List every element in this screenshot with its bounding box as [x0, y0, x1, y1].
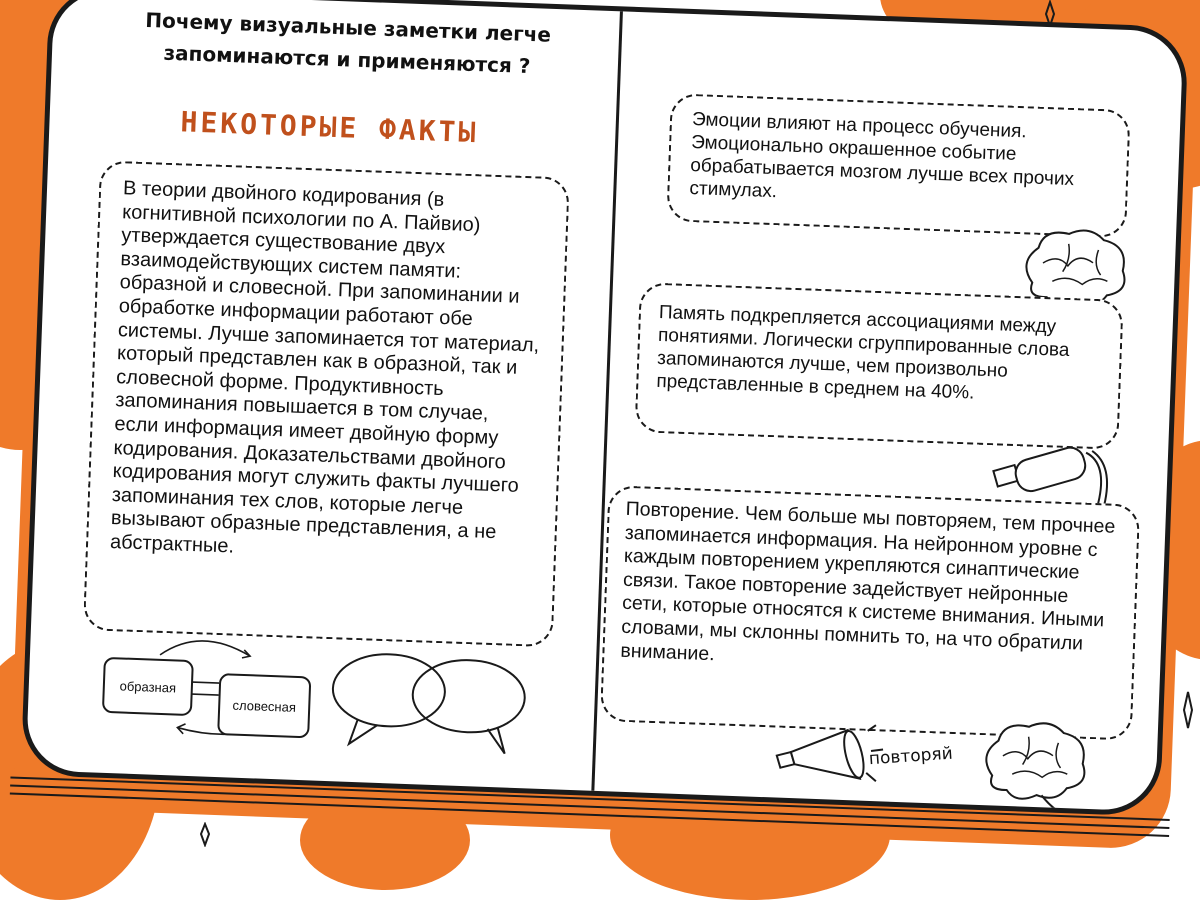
- repetition-note: [600, 485, 1140, 740]
- page-title: [112, 3, 584, 84]
- emotions-note: [666, 93, 1130, 238]
- emotions-text: Эмоции влияют на процесс обучения. Эмоционально окрашенное событие обрабатывается мозгом лучше всех прочих стимулах.: [689, 109, 1075, 203]
- diagram-box-verbal: словесная: [217, 673, 311, 738]
- notebook-page: [21, 0, 1189, 817]
- associations-note: [635, 282, 1124, 450]
- notebook: [19, 0, 1188, 852]
- sparkle-icon-bottom: [190, 822, 220, 847]
- page-title-line-2: запоминаются и применяются ?: [163, 40, 531, 79]
- diagram-box-visual: образная: [102, 657, 194, 716]
- repeat-label: повторяй: [868, 743, 954, 770]
- dual-coding-diagram: [87, 624, 321, 742]
- associations-text: Память подкрепляется ассоциациями между понятиями. Логически сгруппированные слова запоминаются лучше, чем произвольно представленные в среднем на 40%.: [656, 301, 1070, 404]
- dual-coding-note: [83, 160, 570, 647]
- speech-bubbles-icon: [327, 643, 531, 760]
- dual-coding-text: В теории двойного кодирования (в когнитивной психологии по А. Пайвио) утверждается существование двух взаимодействующих систем памяти: образной и словесной. При запоминании и обработке информации работают обе системы. Лучше запоминается тот материал, который представлен как в образной, так и словесной форме. Продуктивность запоминания повышается в том случае, если информация имеет двойную форму кодирования. Доказательствами двойного кодирования могут служить факты лучшего запоминания тех слов, которые легче вызывают образные представления, а не абстрактные.: [109, 177, 540, 558]
- repetition-text: Повторение. Чем больше мы повторяем, тем прочнее запоминается информация. На нейронном уровне с каждым повторением укрепляются синаптические связи. Такое повторение задействует нейронные сети, которые относятся к системе внимания. Иными словами, мы склонны помнить то, на что обратили внимание.: [620, 497, 1116, 665]
- facts-heading: НЕКОТОРЫЕ ФАКТЫ: [180, 105, 479, 150]
- sparkle-icon-right: [1176, 690, 1200, 730]
- brain-icon-bottom: [971, 715, 1095, 817]
- page-title-line-1: Почему визуальные заметки легче: [144, 7, 552, 47]
